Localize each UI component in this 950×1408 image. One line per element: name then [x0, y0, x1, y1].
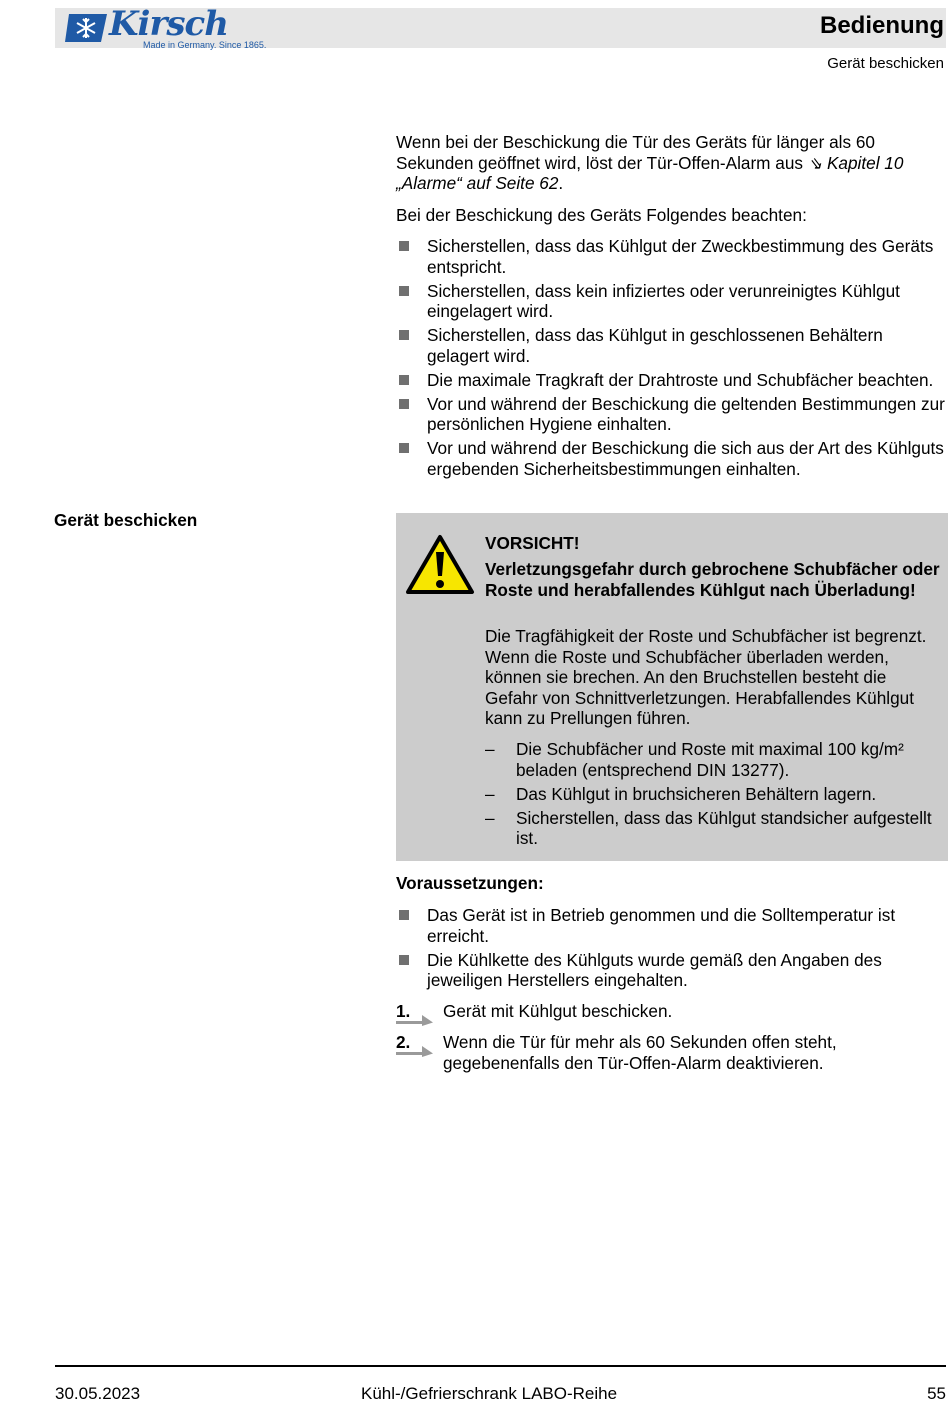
notes-list: [396, 236, 946, 483]
list-item-text: Das Gerät ist in Betrieb genommen und die Solltemperatur ist erreicht.: [427, 905, 896, 946]
snowflake-logo-icon: [63, 8, 111, 48]
side-heading: Gerät beschicken: [54, 510, 198, 530]
prerequisites-list: [396, 905, 946, 994]
bullet-square-icon: [399, 910, 409, 920]
bullet-square-icon: [399, 286, 409, 296]
warning-description: Die Tragfähigkeit der Roste und Schubfächer ist begrenzt. Wenn die Roste und Schubfächer überladen werden, können sie brechen. An den Bruchstellen besteht die Gefahr von Schnittverletzungen. Herabfallendes Kühlgut kann zu Prellungen führen.: [485, 626, 927, 728]
step-arrow-icon: [396, 1045, 434, 1057]
kirsch-logo: [63, 4, 267, 52]
list-item-text: Die maximale Tragkraft der Drahtroste und Schubfächer beachten.: [427, 369, 934, 390]
bullet-square-icon: [399, 330, 409, 340]
list-item-text: Sicherstellen, dass das Kühlgut in geschlossenen Behältern gelagert wird.: [427, 325, 883, 366]
prerequisites-heading: Voraussetzungen:: [396, 873, 544, 893]
intro-text: Wenn bei der Beschickung die Tür des Geräts für länger als 60 Sekunden geöffnet wird, löst der Tür-Offen-Alarm aus: [396, 132, 875, 173]
intro-text-end: .: [558, 173, 564, 193]
bullet-square-icon: [399, 955, 409, 965]
list-item-text: Vor und während der Beschickung die geltenden Bestimmungen zur persönlichen Hygiene einhalten.: [427, 393, 945, 434]
dash-marker: –: [485, 783, 495, 804]
logo-tagline: Made in Germany. Since 1865.: [143, 40, 267, 50]
step-number: 1.: [396, 1001, 411, 1021]
list-item-text: Die Schubfächer und Roste mit maximal 100 kg/m² beladen (entsprechend DIN 13277).: [516, 739, 904, 780]
dash-marker: –: [485, 739, 495, 759]
list-item: [396, 281, 946, 322]
step-text: Gerät mit Kühlgut beschicken.: [443, 1001, 673, 1021]
list-item-text: Sicherstellen, dass das Kühlgut standsicher aufgestellt ist.: [516, 807, 932, 848]
list-item: [485, 784, 940, 805]
list-item: [396, 905, 946, 946]
footer-divider: [55, 1365, 946, 1367]
footer-document-title: Kühl-/Gefrierschrank LABO-Reihe: [361, 1384, 618, 1403]
bullet-square-icon: [399, 241, 409, 251]
list-item: [396, 950, 946, 991]
logo-wordmark: Kirsch: [109, 4, 228, 44]
step-number: 2.: [396, 1032, 411, 1052]
list-item-text: Das Kühlgut in bruchsicheren Behältern lagern.: [516, 783, 877, 804]
list-item: [396, 438, 946, 479]
footer-date: 30.05.2023: [55, 1384, 141, 1403]
section-subtitle: Gerät beschicken: [827, 55, 944, 72]
dash-marker: –: [485, 807, 495, 828]
page-number: 55: [927, 1384, 946, 1403]
warning-hazard: Verletzungsgefahr durch gebrochene Schubfächer oder Roste und herabfallendes Kühlgut nach Überladung!: [485, 559, 940, 600]
list-item-text: Sicherstellen, dass kein infiziertes oder verunreinigtes Kühlgut eingelagert wird.: [427, 280, 900, 321]
intro-paragraph: [396, 132, 946, 194]
warning-triangle-icon: [405, 534, 475, 596]
chapter-title: Bedienung: [820, 12, 944, 39]
list-item: [485, 739, 940, 780]
notes-heading: Bei der Beschickung des Geräts Folgendes beachten:: [396, 205, 807, 225]
step-arrow-icon: [396, 1014, 434, 1026]
list-item: [396, 394, 946, 435]
reference-arrow-icon: ⇘: [807, 152, 823, 173]
list-item: [396, 370, 946, 391]
step-1: [396, 1001, 946, 1023]
bullet-square-icon: [399, 399, 409, 409]
bullet-square-icon: [399, 375, 409, 385]
cross-reference-text: Kapitel 10 „Alarme“ auf Seite 62: [396, 152, 904, 193]
step-2: [396, 1032, 946, 1076]
list-item: [396, 236, 946, 277]
list-item-text: Die Kühlkette des Kühlguts wurde gemäß den Angaben des jeweiligen Herstellers eingehalten.: [427, 949, 882, 990]
list-item-text: Vor und während der Beschickung die sich aus der Art des Kühlguts ergebenden Sicherheitsbestimmungen einhalten.: [427, 438, 944, 479]
step-text: Wenn die Tür für mehr als 60 Sekunden offen steht, gegebenenfalls den Tür-Offen-Alarm deaktivieren.: [443, 1032, 837, 1073]
list-item-text: Sicherstellen, dass das Kühlgut der Zweckbestimmung des Geräts entspricht.: [427, 236, 934, 277]
warning-measures-list: [485, 739, 940, 852]
bullet-square-icon: [399, 443, 409, 453]
list-item: [485, 808, 940, 849]
warning-signal-word: VORSICHT!: [485, 533, 580, 553]
list-item: [396, 325, 946, 366]
